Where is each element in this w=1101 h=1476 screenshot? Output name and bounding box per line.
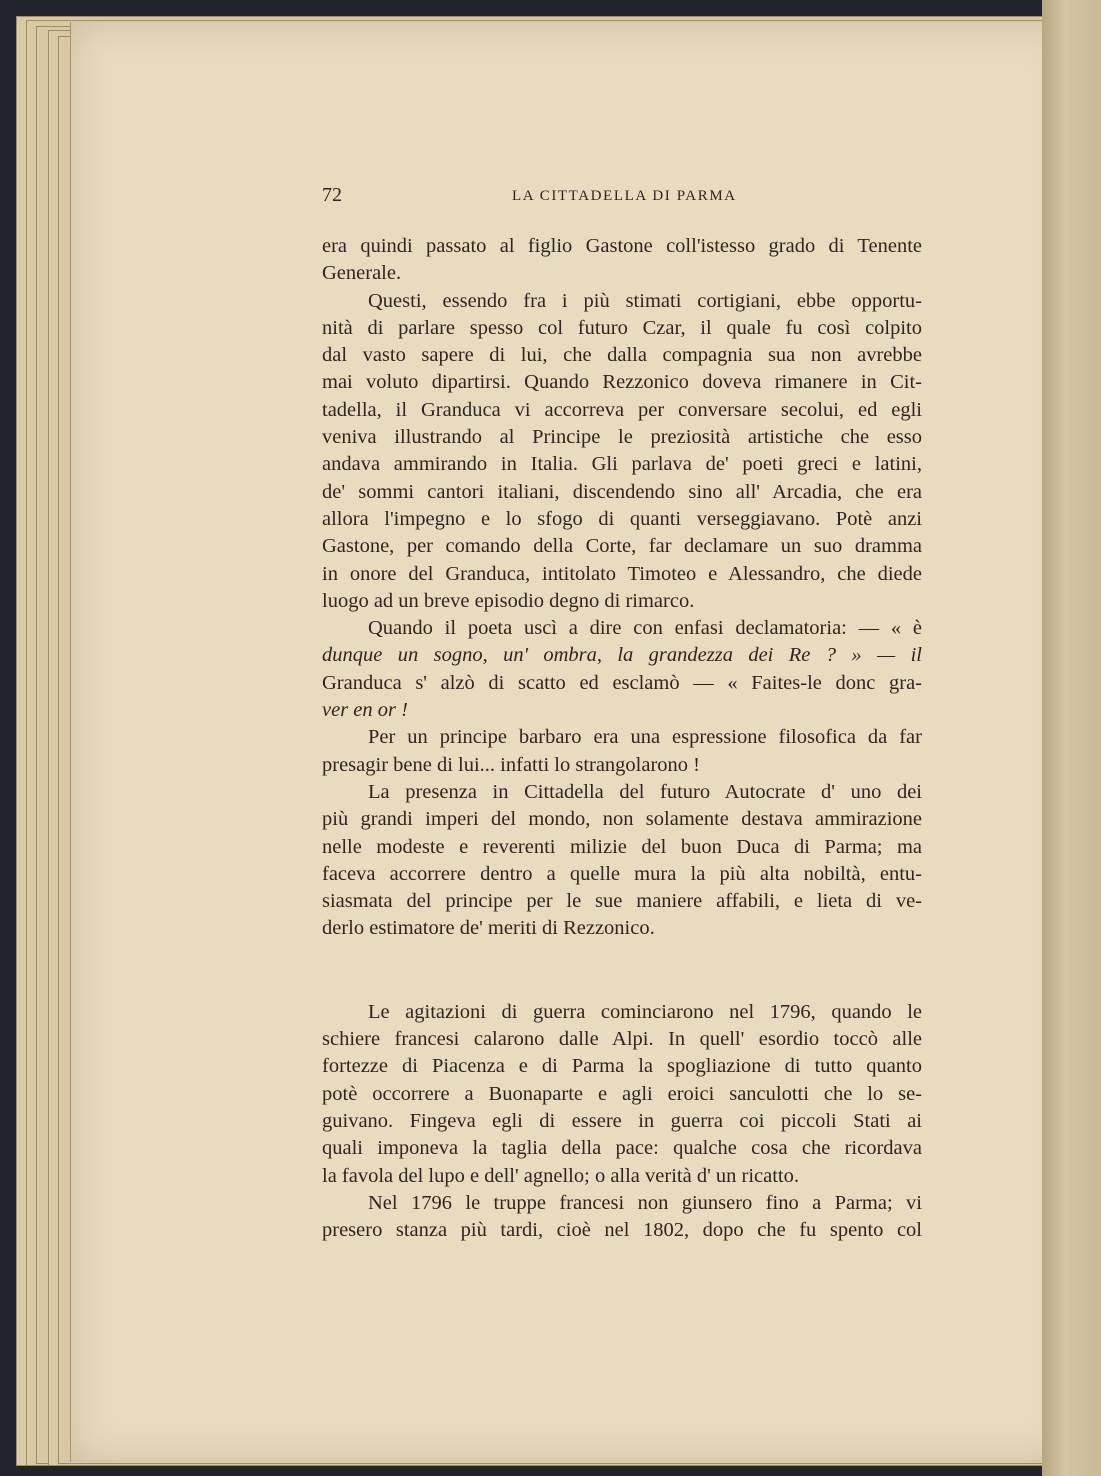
text-line: Granduca s' alzò di scatto ed esclamò — « Faites-le donc gra-: [322, 671, 922, 694]
text-line: Per un principe barbaro era una espressione filosofica da far: [368, 726, 922, 749]
text-line: La presenza in Cittadella del futuro Autocrate d' uno dei: [368, 780, 922, 803]
text-line: Generale.: [322, 262, 402, 285]
text-line: la favola del lupo e dell' agnello; o alla verità d' un ricatto.: [322, 1164, 800, 1187]
text-line: dal vasto sapere di lui, che dalla compagnia sua non avrebbe: [322, 344, 922, 367]
page-header: [322, 184, 922, 214]
text-line: mai voluto dipartirsi. Quando Rezzonico doveva rimanere in Cit-: [322, 371, 922, 394]
text-line: ver en or !: [322, 699, 408, 722]
text-line: allora l'impegno e lo sfogo di quanti verseggiavano. Potè anzi: [322, 507, 922, 530]
text-line: quali imponeva la taglia della pace: qualche cosa che ricordava: [322, 1137, 922, 1160]
text-line: de' sommi cantori italiani, discendendo sino all' Arcadia, che era: [322, 480, 922, 503]
text-line: tadella, il Granduca vi accorreva per conversare secolui, ed egli: [322, 398, 922, 421]
text-line: guivano. Fingeva egli di essere in guerra coi piccoli Stati ai: [322, 1109, 922, 1132]
text-line: presagir bene di lui... infatti lo strangolarono !: [322, 753, 701, 776]
text-line: Nel 1796 le truppe francesi non giunsero fino a Parma; vi: [368, 1191, 922, 1214]
text-line: più grandi imperi del mondo, non solamente destava ammirazione: [322, 808, 922, 831]
text-line: faceva accorrere dentro a quelle mura la più alta nobiltà, entu-: [322, 862, 922, 885]
text-line: siasmata del principe per le sue maniere affabili, e lieta di ve-: [322, 890, 922, 913]
text-line: fortezze di Piacenza e di Parma la spogliazione di tutto quanto: [322, 1055, 922, 1078]
text-line: in onore del Granduca, intitolato Timoteo e Alessandro, che diede: [322, 562, 922, 585]
text-line: nelle modeste e reverenti milizie del buon Duca di Parma; ma: [322, 835, 922, 858]
body-text: [322, 233, 922, 1244]
text-line: schiere francesi calarono dalle Alpi. In quell' esordio toccò alle: [322, 1028, 922, 1051]
text-line: potè occorrere a Buonaparte e agli eroici sanculotti che lo se-: [322, 1082, 922, 1105]
text-line: presero stanza più tardi, cioè nel 1802, dopo che fu spento col: [322, 1219, 922, 1242]
text-line: Questi, essendo fra i più stimati cortigiani, ebbe opportu-: [368, 289, 922, 312]
text-line: nità di parlare spesso col futuro Czar, il quale fu così colpito: [322, 316, 922, 339]
text-line: Gastone, per comando della Corte, far declamare un suo dramma: [322, 535, 922, 558]
text-line: veniva illustrando al Principe le preziosità artistiche che esso: [322, 426, 922, 449]
book-gutter: [1042, 0, 1101, 1476]
text-line: derlo estimatore de' meriti di Rezzonico.: [322, 917, 655, 940]
text-line: andava ammirando in Italia. Gli parlava de' poeti greci e latini,: [322, 453, 922, 476]
section-gap: [322, 943, 922, 999]
running-title: LA CITTADELLA DI PARMA: [512, 188, 737, 204]
text-line: luogo ad un breve episodio degno di rimarco.: [322, 589, 695, 612]
text-line: Quando il poeta uscì a dire con enfasi declamatoria: — « è: [368, 617, 922, 640]
text-line: era quindi passato al figlio Gastone coll'istesso grado di Tenente: [322, 235, 922, 257]
page-number: 72: [322, 184, 342, 206]
text-line: dunque un sogno, un' ombra, la grandezza dei Re ? » — il: [322, 644, 922, 667]
text-line: Le agitazioni di guerra cominciarono nel 1796, quando le: [368, 1000, 922, 1023]
